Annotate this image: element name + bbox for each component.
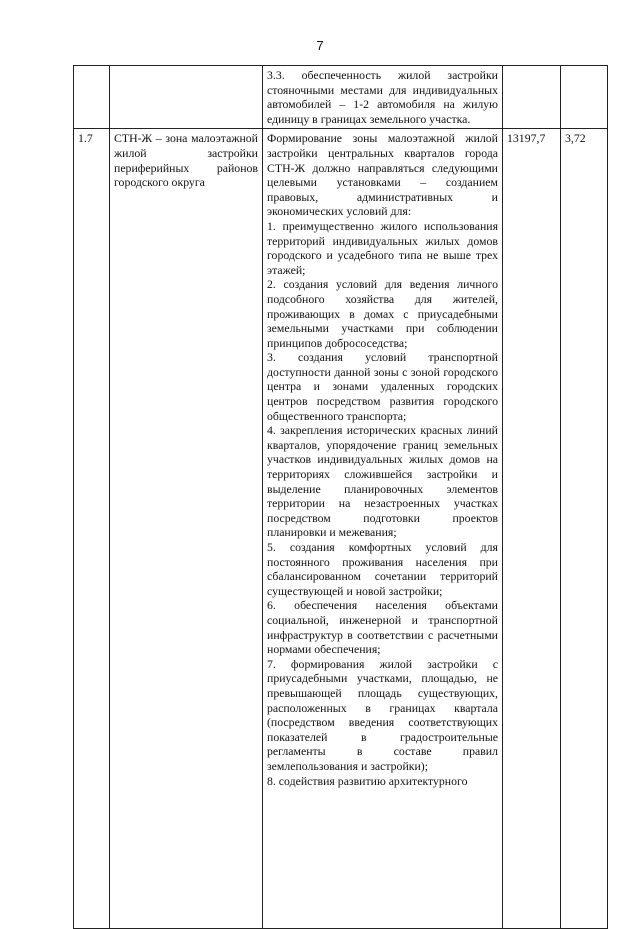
description-paragraph: 3.3. обеспеченность жилой застройки стояночными местами для индивидуальных автомобилей – 1-2 автомобиля на жилую единицу в границах земельного участка. [267,68,498,126]
area-cell: 13197,7 [503,129,561,929]
description-paragraph: 8. содействия развитию архитектурного [267,773,468,788]
page-number: 7 [316,38,324,53]
table-row [74,66,608,129]
description-paragraph: 4. закрепления исторических красных линий кварталов, упорядочение границ земельных участков индивидуальных жилых домов на территориях сложившейся застройки и выделение планировочных элементов территории на незастроенных участках посредством подготовки проектов планировки и межевания; [267,423,498,540]
zoning-table [73,65,608,929]
row-number-cell: 1.7 [74,129,110,929]
description-paragraph: 1. преимущественно жилого использования территорий индивидуальных жилых домов городского и усадебного типа не выше трех этажей; [267,218,498,277]
zone-name-cell [110,66,263,129]
description-paragraph: 2. создания условий для ведения личного подсобного хозяйства для жителей, проживающих в домах с приусадебными земельными участками при соблюдении принципов добрососедства; [267,277,498,350]
description-paragraph: Формирование зоны малоэтажной жилой застройки центральных кварталов города СТН-Ж должно направляться следующими целевыми установками – созданием правовых, административных и экономических условий для: [267,131,498,219]
table-row [74,129,608,929]
description-paragraph: 7. формирования жилой застройки с приусадебными участками, площадью, не превышающей площадь существующих, расположенных в границах квартала (посредством введения соответствующих показателей в градостроительные регламенты в составе правил землепользования и застройки); [267,656,498,773]
share-cell [561,66,608,129]
area-cell [503,66,561,129]
description-paragraph: 3. создания условий транспортной доступности данной зоны с зоной городского центра и зонами удаленных городских центров посредством развития городского общественного транспорта; [267,350,498,423]
zone-name-cell: СТН-Ж – зона малоэтажной жилой застройки периферийных районов городского округа [110,129,263,929]
row-number-cell [74,66,110,129]
description-paragraph: 6. обеспечения населения объектами социальной, инженерной и транспортной инфраструктур в соответствии с расчетными нормами обеспечения; [267,598,498,657]
share-cell: 3,72 [561,129,608,929]
description-paragraph: 5. создания комфортных условий для постоянного проживания населения при сбалансированном сочетании территорий существующей и новой застройки; [267,540,498,598]
description-cell [263,66,503,129]
description-cell [263,129,503,929]
